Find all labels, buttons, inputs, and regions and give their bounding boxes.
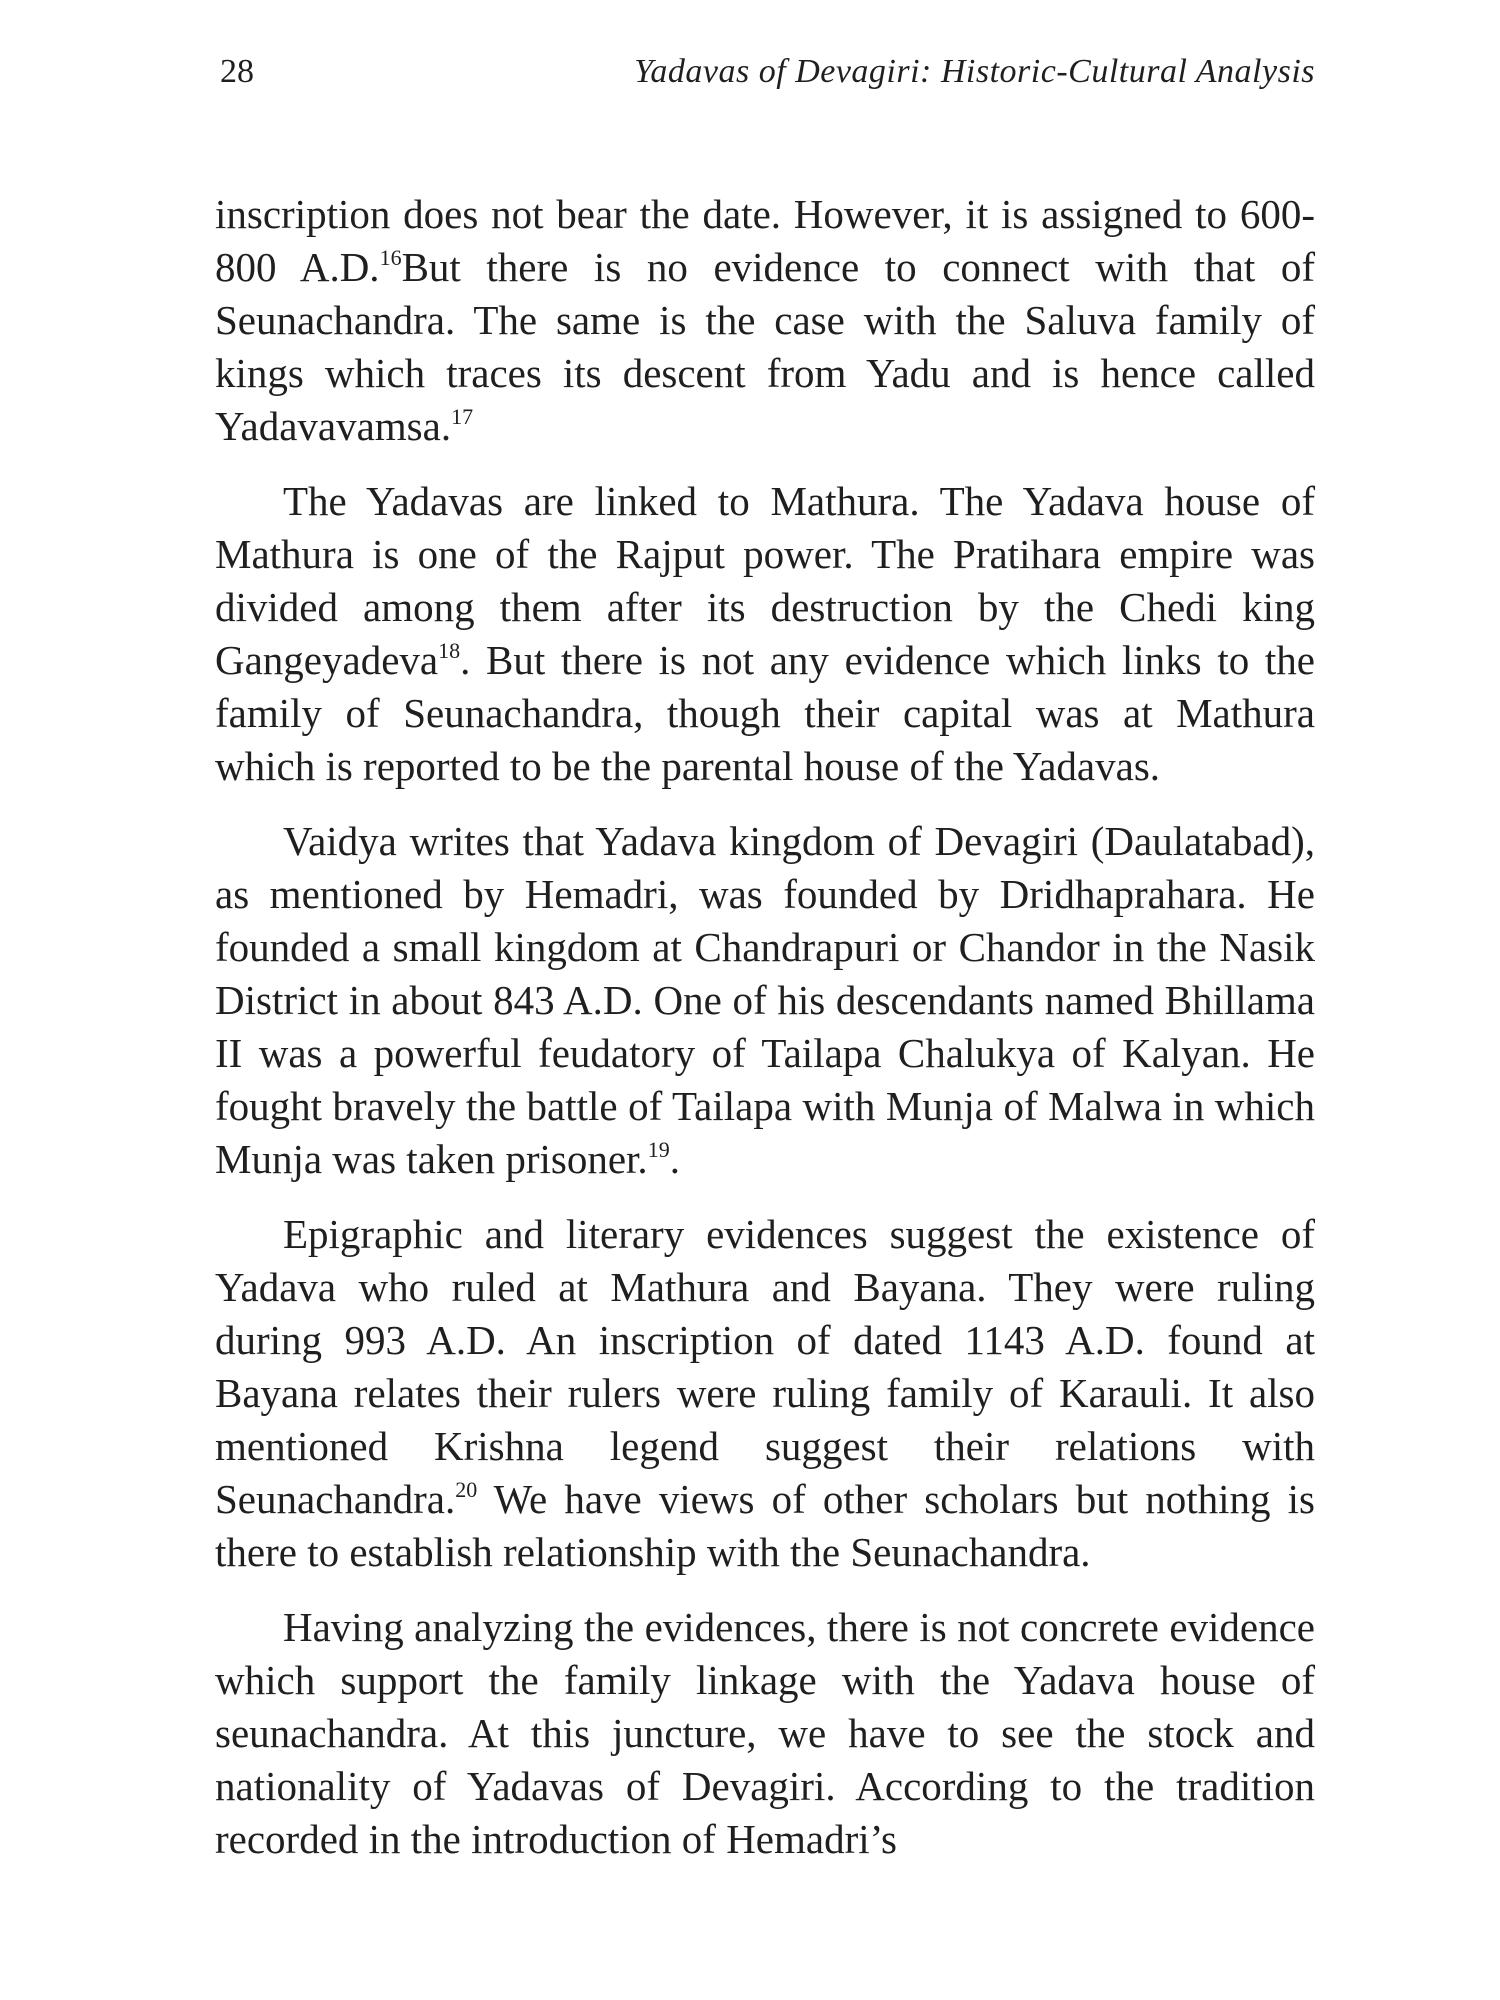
text-run: . [669, 1136, 680, 1182]
footnote-ref: 20 [455, 1477, 478, 1502]
text-run: But there is no evidence to connect with that of Seunachandra. The same is the case with the Saluva family of kings which traces its descent from Yadu and is hence called Yadavavamsa. [215, 244, 1315, 449]
book-page [215, 48, 1315, 1888]
text-run: . But there is not any evidence which links to the family of Seunachandra, though their capital was at Mathura which is reported to be the parental house of the Yadavas. [215, 637, 1315, 789]
text-run: Having analyzing the evidences, there is not concrete evidence which support the family linkage with the Yadava house of seunachandra. At this juncture, we have to see the stock and nationality of Yadavas of Devagiri. According to the tradition recorded in the introduction of Hemadri’s [215, 1604, 1315, 1862]
paragraph [215, 475, 1315, 793]
page-number: 28 [220, 53, 254, 90]
paragraph [215, 815, 1315, 1186]
body-text [215, 188, 1315, 1866]
paragraph [215, 1601, 1315, 1866]
text-run: inscription does not bear the date. However, it is assigned to 600-800 A.D. [215, 191, 1315, 290]
paragraph [215, 188, 1315, 453]
footnote-ref: 19 [647, 1137, 670, 1162]
footnote-ref: 18 [438, 638, 461, 663]
footnote-ref: 16 [379, 245, 402, 270]
text-run: Vaidya writes that Yadava kingdom of Devagiri (Daulatabad), as mentioned by Hemadri, was founded by Dridhaprahara. He founded a small kingdom at Chandrapuri or Chandor in the Nasik District in about 843 A.D. One of his descendants named Bhillama II was a powerful feudatory of Tailapa Chalukya of Kalyan. He fought bravely the battle of Tailapa with Munja of Malwa in which Munja was taken prisoner. [215, 818, 1315, 1182]
running-title: Yadavas of Devagiri: Historic-Cultural Analysis [634, 53, 1315, 90]
text-run: We have views of other scholars but nothing is there to establish relationship with the Seunachandra. [215, 1476, 1315, 1575]
paragraph [215, 1208, 1315, 1579]
text-run: The Yadavas are linked to Mathura. The Yadava house of Mathura is one of the Rajput power. The Pratihara empire was divided among them after its destruction by the Chedi king Gangeyadeva [215, 478, 1315, 683]
text-run: Epigraphic and literary evidences suggest the existence of Yadava who ruled at Mathura and Bayana. They were ruling during 993 A.D. An inscription of dated 1143 A.D. found at Bayana relates their rulers were ruling family of Karauli. It also mentioned Krishna legend suggest their relations with Seunachandra. [215, 1211, 1315, 1522]
page-header [215, 48, 1315, 108]
footnote-ref: 17 [451, 404, 474, 429]
